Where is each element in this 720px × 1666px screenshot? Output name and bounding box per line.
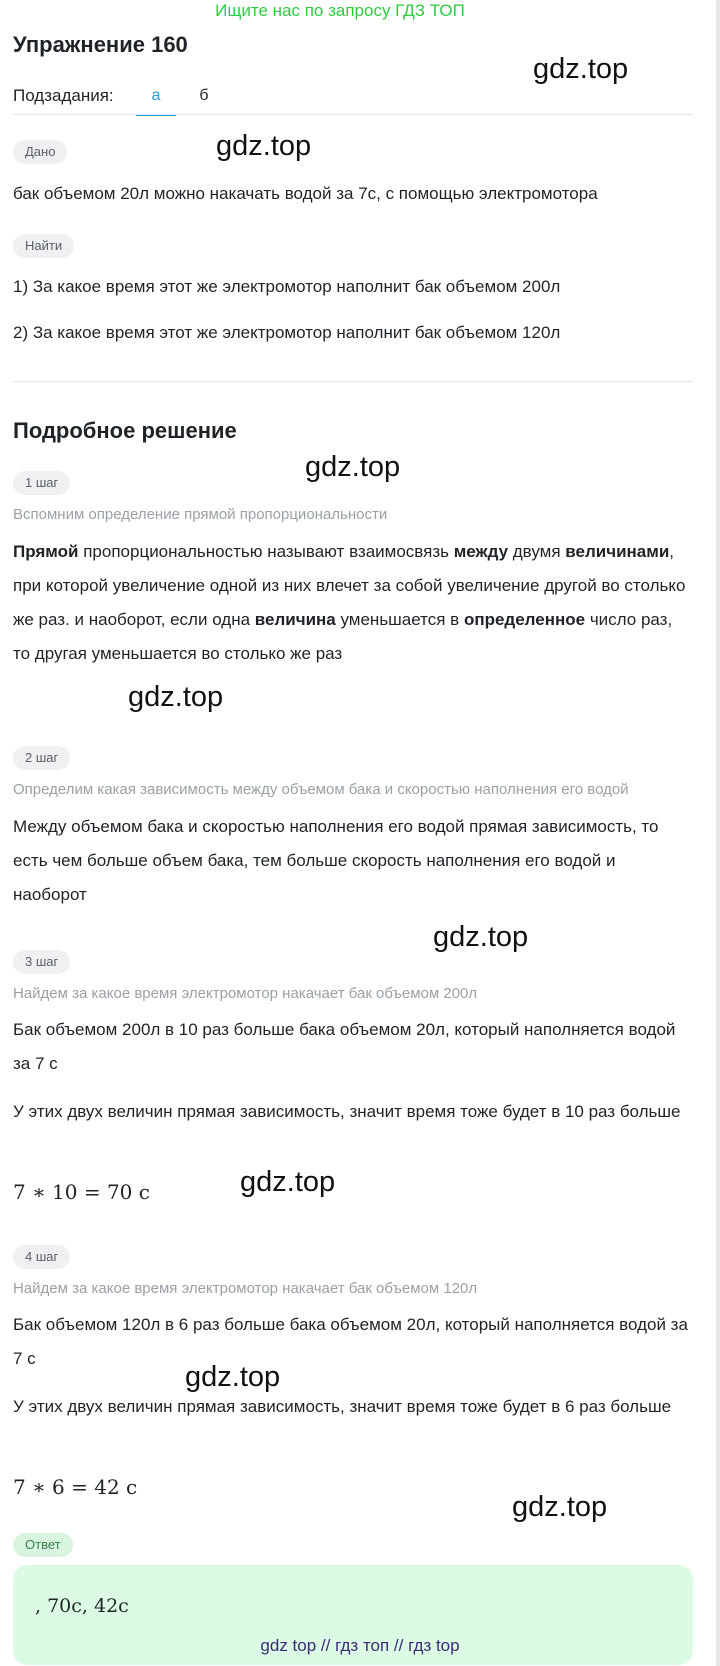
step-2-text: Между объемом бака и скоростью наполнения его водой прямая зависимость, то есть чем больше объем бака, тем больше скорость наполнения его водой и наоборот xyxy=(13,817,659,904)
solution-title: Подробное решение xyxy=(13,418,237,443)
search-banner: Ищите нас по запросу ГДЗ ТОП xyxy=(215,1,465,20)
step-4-hint: Найдем за какое время электромотор накачает бак объемом 120л xyxy=(13,1280,478,1297)
answer-chip: Ответ xyxy=(13,1533,73,1557)
watermark: gdz.top xyxy=(216,130,312,162)
step-3-formula: 7 ∗ 10 = 70 с xyxy=(13,1180,150,1204)
watermark: gdz.top xyxy=(128,681,224,713)
divider xyxy=(13,114,693,115)
step-3-hint: Найдем за какое время электромотор накачает бак объемом 200л xyxy=(13,985,478,1002)
given-text: бак объемом 20л можно накачать водой за 7с, с помощью электромотора xyxy=(13,184,598,203)
watermark: gdz.top xyxy=(240,1166,336,1198)
step-4-text-2: У этих двух величин прямая зависимость, значит время тоже будет в 6 раз больше xyxy=(13,1397,672,1416)
step-1-hint: Вспомним определение прямой пропорциональности xyxy=(13,506,388,523)
watermark: gdz.top xyxy=(512,1491,608,1523)
tab-a[interactable]: а xyxy=(136,84,176,116)
watermark: gdz.top xyxy=(185,1361,281,1393)
find-question-1: 1) За какое время этот же электромотор наполнит бак объемом 200л xyxy=(13,277,561,296)
step-3-text-1: Бак объемом 200л в 10 раз больше бака объемом 20л, который наполняется водой за 7 с xyxy=(13,1020,676,1073)
step-4-formula: 7 ∗ 6 = 42 с xyxy=(13,1475,138,1499)
find-chip: Найти xyxy=(13,234,74,258)
step-2-hint: Определим какая зависимость между объемом бака и скоростью наполнения его водой xyxy=(13,781,629,798)
page-title: Упражнение 160 xyxy=(13,32,188,57)
find-question-2: 2) За какое время этот же электромотор наполнит бак объемом 120л xyxy=(13,323,561,342)
given-chip: Дано xyxy=(13,140,67,164)
step-2-chip: 2 шаг xyxy=(13,746,70,770)
watermark: gdz.top xyxy=(433,921,529,953)
tab-b[interactable]: б xyxy=(199,87,209,104)
watermark: gdz.top xyxy=(305,451,401,483)
step-1-chip: 1 шаг xyxy=(13,471,70,495)
subtasks-label: Подзадания: xyxy=(13,86,114,105)
step-4-chip: 4 шаг xyxy=(13,1245,70,1269)
step-4-text-1: Бак объемом 120л в 6 раз больше бака объемом 20л, который наполняется водой за 7 с xyxy=(13,1315,688,1368)
footer-links: gdz top // гдз топ // гдз top xyxy=(260,1636,460,1655)
step-1-text: Прямой пропорциональностью называют взаимосвязь между двумя величинами, при которой увеличение одной из них влечет за собой увеличение другой во столько же раз. и наоборот, если одна величина уменьшается в определенное число раз, то другая уменьшается во столько же раз xyxy=(13,542,686,663)
divider xyxy=(13,381,693,382)
watermark: gdz.top xyxy=(533,53,629,85)
step-3-text-2: У этих двух величин прямая зависимость, значит время тоже будет в 10 раз больше xyxy=(13,1102,681,1121)
scrollbar[interactable] xyxy=(716,0,720,1666)
step-3-chip: 3 шаг xyxy=(13,950,70,974)
answer-text: , 70с, 42с xyxy=(35,1595,129,1617)
